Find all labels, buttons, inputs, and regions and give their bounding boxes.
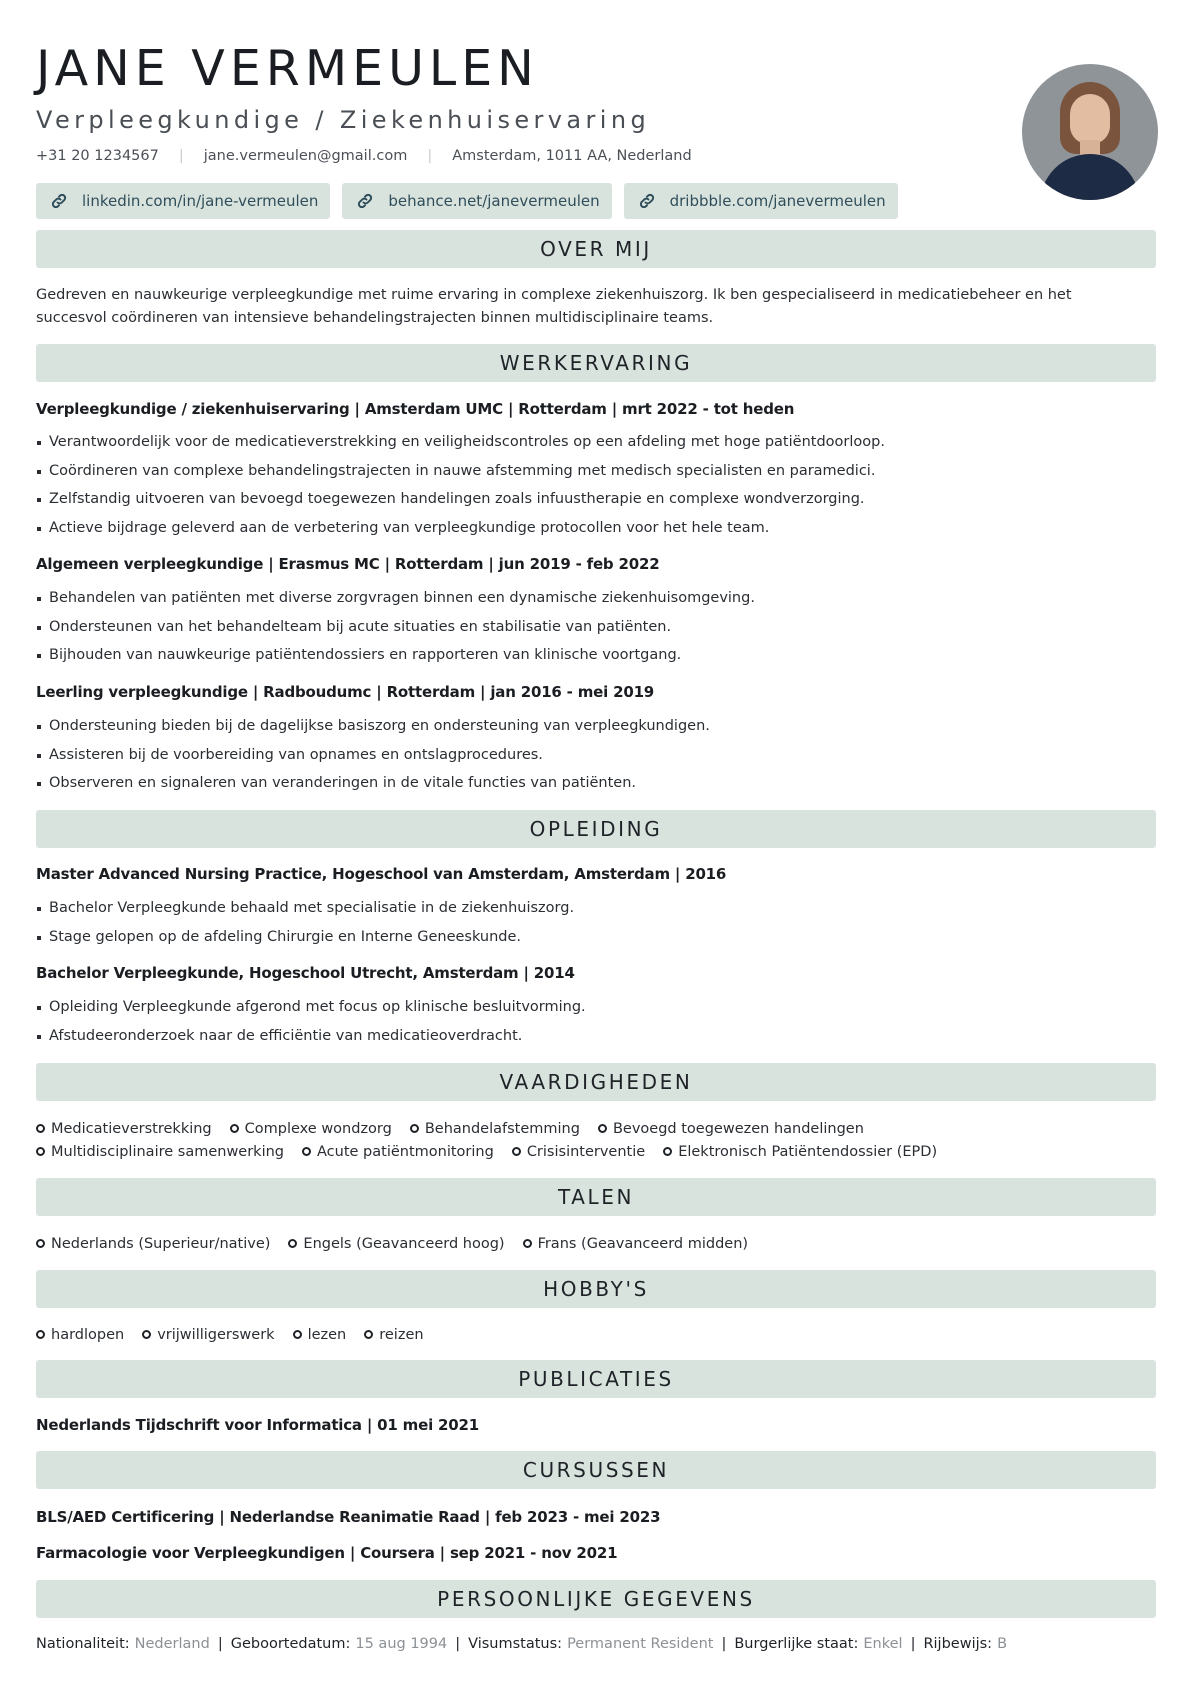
language-tag [288,1234,504,1253]
candidate-subtitle: Verpleegkundige / Ziekenhuiservaring [36,106,651,134]
course-entry: Farmacologie voor Verpleegkundigen | Coursera | sep 2021 - nov 2021 [36,1544,618,1562]
skill-tag [598,1119,864,1138]
ring-bullet-icon [663,1147,672,1156]
skill-label: Elektronisch Patiëntendossier (EPD) [678,1143,938,1160]
section-header-courses: CURSUSSEN [36,1451,1156,1489]
education-bullets [36,993,586,1050]
ring-bullet-icon [142,1330,151,1339]
ring-bullet-icon [302,1147,311,1156]
link-label: linkedin.com/in/jane-vermeulen [82,192,319,210]
skill-label: Medicatieverstrekking [51,1120,212,1137]
link-icon [356,192,374,210]
ring-bullet-icon [364,1330,373,1339]
nationality-value: Nederland [134,1636,210,1652]
ring-bullet-icon [288,1239,297,1248]
language-tag [36,1234,270,1253]
job-bullets [36,428,885,542]
skill-label: Acute patiëntmonitoring [317,1143,494,1160]
hobby-label: hardlopen [51,1326,125,1343]
hobby-label: lezen [307,1326,347,1343]
language-label: Engels (Geavanceerd hoog) [303,1235,505,1252]
link-label: dribbble.com/janevermeulen [669,192,886,210]
list-item: Bachelor Verpleegkunde behaald met specialisatie in de ziekenhuiszorg. [36,894,574,923]
skills-list [36,1119,1136,1161]
skill-tag [302,1142,494,1161]
list-item: Ondersteuning bieden bij de dagelijkse basiszorg en ondersteuning van verpleegkundigen. [36,712,710,741]
detail-separator: | [217,1636,223,1652]
job-bullets [36,584,755,670]
ring-bullet-icon [512,1147,521,1156]
ring-bullet-icon [36,1147,45,1156]
job-title: Verpleegkundige / ziekenhuiservaring | Amsterdam UMC | Rotterdam | mrt 2022 - tot heden [36,400,795,418]
ring-bullet-icon [523,1239,532,1248]
skill-tag [512,1142,645,1161]
hobby-tag [36,1325,124,1344]
list-item: Verantwoordelijk voor de medicatieverstrekking en veiligheidscontroles op een afdeling met hoge patiëntdoorloop. [36,428,885,457]
ring-bullet-icon [293,1330,302,1339]
ring-bullet-icon [598,1124,607,1133]
education-title: Bachelor Verpleegkunde, Hogeschool Utrecht, Amsterdam | 2014 [36,964,575,982]
education-title: Master Advanced Nursing Practice, Hogeschool van Amsterdam, Amsterdam | 2016 [36,865,727,883]
list-item: Opleiding Verpleegkunde afgerond met focus op klinische besluitvorming. [36,993,586,1022]
list-item: Zelfstandig uitvoeren van bevoegd toegewezen handelingen zoals infuustherapie en complexe wondverzorging. [36,485,885,514]
birthdate-value: 15 aug 1994 [355,1636,448,1652]
job-bullets [36,712,710,798]
nationality-label: Nationaliteit: [36,1636,130,1652]
section-header-work: WERKERVARING [36,344,1156,382]
education-bullets [36,894,574,951]
detail-separator: | [910,1636,916,1652]
skill-tag [230,1119,392,1138]
phone-number: +31 20 1234567 [36,148,159,164]
candidate-name: JANE VERMEULEN [36,40,539,97]
list-item: Coördineren van complexe behandelingstrajecten in nauwe afstemming met medisch specialisten en paramedici. [36,457,885,486]
home-address: Amsterdam, 1011 AA, Nederland [452,148,692,164]
list-item: Observeren en signaleren van veranderingen in de vitale functies van patiënten. [36,769,710,798]
contact-separator: | [427,148,433,164]
hobby-tag [293,1325,347,1344]
detail-separator: | [455,1636,461,1652]
photo-face [1070,94,1110,144]
section-header-hobbies: HOBBY'S [36,1270,1156,1308]
section-header-languages: TALEN [36,1178,1156,1216]
section-header-about: OVER MIJ [36,230,1156,268]
list-item: Afstudeeronderzoek naar de efficiëntie van medicatieoverdracht. [36,1022,586,1051]
link-icon [638,192,656,210]
link-behance[interactable] [342,183,611,219]
list-item: Assisteren bij de voorbereiding van opnames en ontslagprocedures. [36,741,710,770]
link-linkedin[interactable] [36,183,330,219]
section-header-publications: PUBLICATIES [36,1360,1156,1398]
ring-bullet-icon [36,1124,45,1133]
hobbies-list [36,1325,1136,1344]
skill-label: Multidisciplinaire samenwerking [51,1143,285,1160]
skill-label: Complexe wondzorg [244,1120,392,1137]
birthdate-label: Geboortedatum: [230,1636,351,1652]
ring-bullet-icon [36,1330,45,1339]
list-item: Ondersteunen van het behandelteam bij acute situaties en stabilisatie van patiënten. [36,613,755,642]
list-item: Bijhouden van nauwkeurige patiëntendossiers en rapporteren van klinische voortgang. [36,641,755,670]
publication-entry: Nederlands Tijdschrift voor Informatica | 01 mei 2021 [36,1416,479,1434]
job-title: Leerling verpleegkundige | Radboudumc | Rotterdam | jan 2016 - mei 2019 [36,683,655,701]
hobby-label: vrijwilligerswerk [157,1326,275,1343]
language-label: Nederlands (Superieur/native) [51,1235,271,1252]
marital-value: Enkel [863,1636,903,1652]
skill-tag [36,1119,212,1138]
marital-label: Burgerlijke staat: [734,1636,859,1652]
skill-label: Crisisinterventie [526,1143,646,1160]
course-entry: BLS/AED Certificering | Nederlandse Reanimatie Raad | feb 2023 - mei 2023 [36,1508,661,1526]
languages-list [36,1234,1136,1253]
email-address: jane.vermeulen@gmail.com [203,148,408,164]
profile-photo [1022,64,1158,200]
ring-bullet-icon [230,1124,239,1133]
photo-body [1040,154,1140,200]
skill-label: Bevoegd toegewezen handelingen [612,1120,864,1137]
ring-bullet-icon [36,1239,45,1248]
ring-bullet-icon [410,1124,419,1133]
link-icon [50,192,68,210]
contact-line [36,148,692,164]
profile-links [36,183,898,219]
language-label: Frans (Geavanceerd midden) [537,1235,749,1252]
section-header-personal: PERSOONLIJKE GEGEVENS [36,1580,1156,1618]
detail-separator: | [721,1636,727,1652]
list-item: Behandelen van patiënten met diverse zorgvragen binnen een dynamische ziekenhuisomgeving. [36,584,755,613]
section-header-skills: VAARDIGHEDEN [36,1063,1156,1101]
list-item: Actieve bijdrage geleverd aan de verbetering van verpleegkundige protocollen voor het hele team. [36,514,885,543]
visa-value: Permanent Resident [567,1636,714,1652]
hobby-tag [364,1325,423,1344]
license-label: Rijbewijs: [923,1636,993,1652]
hobby-tag [142,1325,274,1344]
language-tag [523,1234,749,1253]
skill-tag [410,1119,580,1138]
contact-separator: | [178,148,184,164]
skill-label: Behandelafstemming [424,1120,580,1137]
list-item: Stage gelopen op de afdeling Chirurgie en Interne Geneeskunde. [36,923,574,952]
link-dribbble[interactable] [624,183,898,219]
license-value: B [997,1636,1008,1652]
personal-details [36,1636,1007,1652]
hobby-label: reizen [379,1326,424,1343]
visa-label: Visumstatus: [468,1636,563,1652]
section-header-education: OPLEIDING [36,810,1156,848]
job-title: Algemeen verpleegkundige | Erasmus MC | Rotterdam | jun 2019 - feb 2022 [36,555,660,573]
skill-tag [663,1142,937,1161]
skill-tag [36,1142,284,1161]
link-label: behance.net/janevermeulen [388,192,600,210]
about-text: Gedreven en nauwkeurige verpleegkundige met ruime ervaring in complexe ziekenhuiszorg. Ik ben gespecialiseerd in medicatiebeheer en het succesvol coördineren van intensieve behandelingstrajecten binnen multidisciplinaire teams. [36,287,1072,326]
